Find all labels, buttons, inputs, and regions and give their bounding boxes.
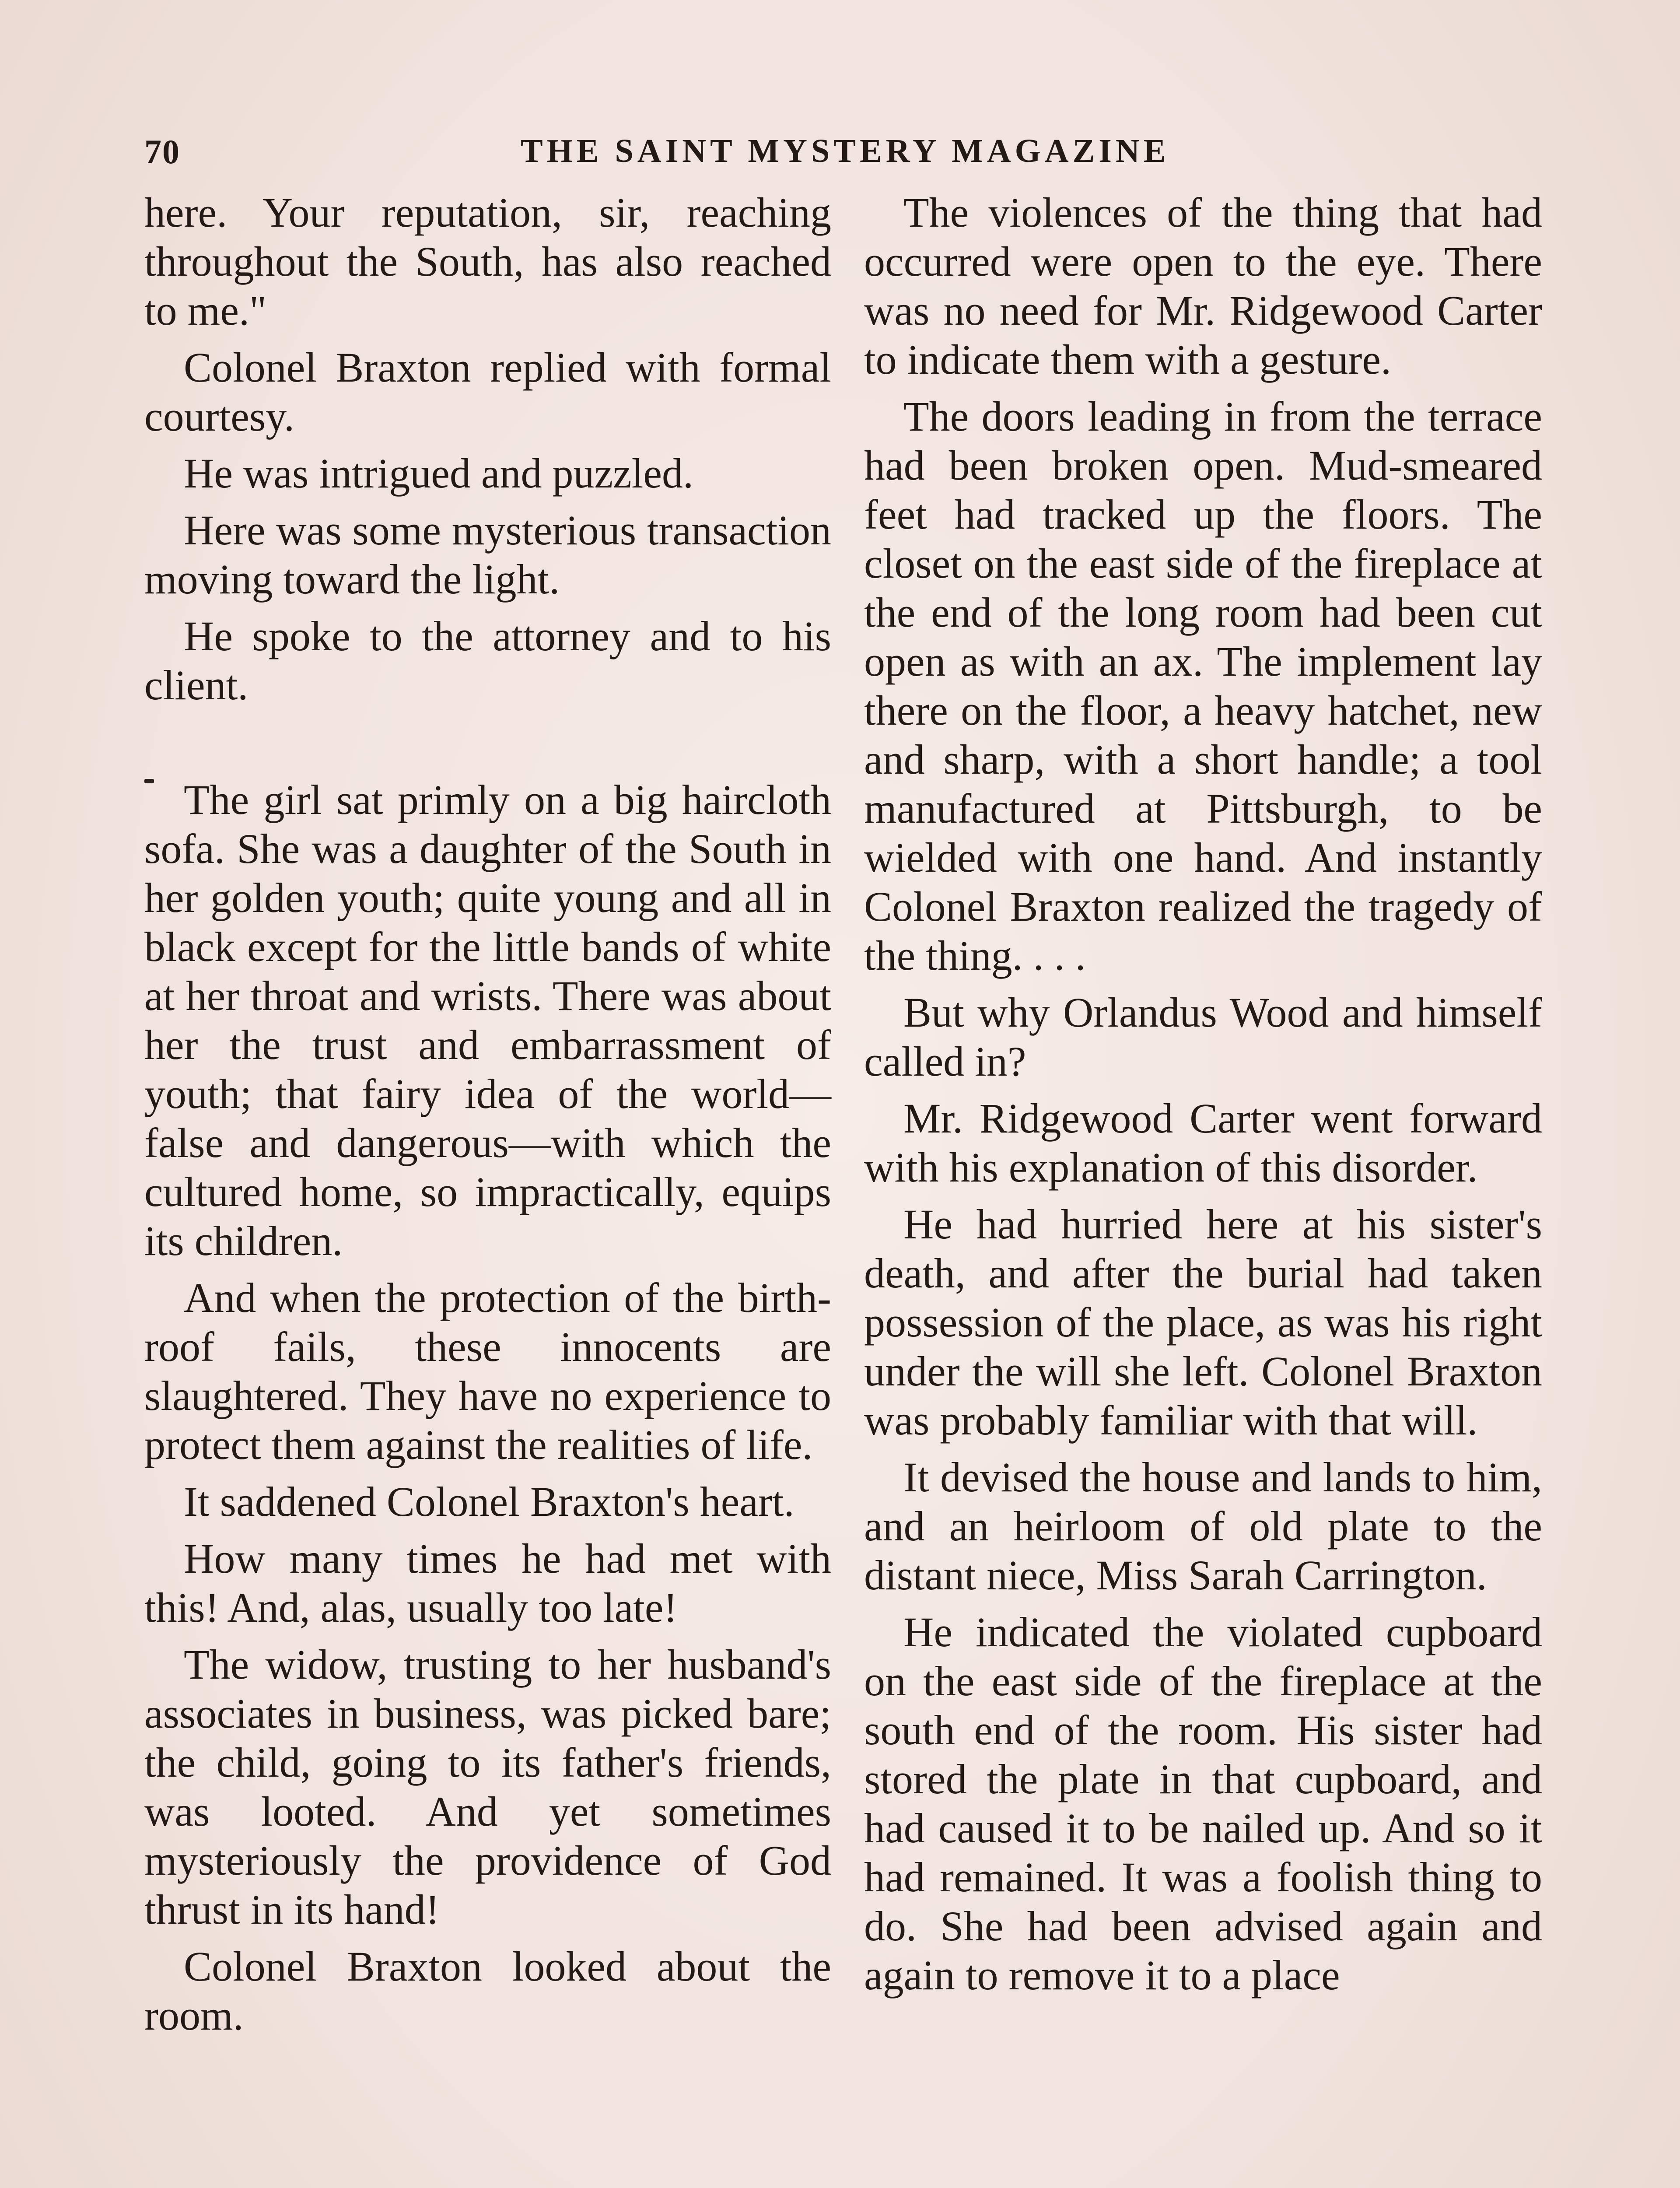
paragraph: But why Orlandus Wood and himself called in? — [864, 989, 1542, 1085]
paragraph: Mr. Ridgewood Carter went forward with his explanation of this disorder. — [864, 1095, 1542, 1191]
paragraph: Here was some mysterious transaction moving toward the light. — [144, 507, 831, 603]
paragraph: It devised the house and lands to him, and an heirloom of old plate to the distant niece, Miss Sarah Carrington. — [864, 1454, 1542, 1599]
paragraph: The widow, trusting to her husband's associates in business, was picked bare; the child, going to its father's friends, was looted. And yet sometimes mysteriously the providence of God thrust in its hand! — [144, 1641, 831, 1933]
paragraph: How many times he had met with this! And, alas, usually too late! — [144, 1535, 831, 1631]
paragraph: He had hurried here at his sister's death, and after the burial had taken possession of the place, as was his right under the will she left. Colonel Braxton was probably familiar with that will. — [864, 1201, 1542, 1444]
paragraph: The violences of the thing that had occurred were open to the eye. There was no need for Mr. Ridgewood Carter to indicate them with a gesture. — [864, 189, 1542, 383]
page-number: 70 — [144, 133, 180, 171]
paragraph: The doors leading in from the terrace had been broken open. Mud-smeared feet had tracked up the floors. The closet on the east side of the fireplace at the end of the long room had been cut open as with an ax. The implement lay there on the floor, a heavy hatchet, new and sharp, with a short handle; a tool manufactured at Pittsburgh, to be wielded with one hand. And instantly Colonel Braxton realized the tragedy of the thing. . . . — [864, 393, 1542, 979]
paragraph: He indicated the violated cupboard on the east side of the fireplace at the south end of the room. His sister had stored the plate in that cupboard, and had caused it to be nailed up. And so it had remained. It was a foolish thing to do. She had been advised again and again to remove it to a place — [864, 1609, 1542, 1999]
paragraph: here. Your reputation, sir, reaching throughout the South, has also reached to me." — [144, 189, 831, 334]
running-head — [144, 127, 1544, 179]
paragraph: The girl sat primly on a big haircloth sofa. She was a daughter of the South in her golden youth; quite young and all in black except for the little bands of white at her throat and wrists. There was about her the trust and embarrassment of youth; that fairy idea of the world—false and dangerous—with which the cultured home, so impractically, equips its children. — [144, 776, 831, 1264]
paragraph: Colonel Braxton looked about the room. — [144, 1943, 831, 2039]
paragraph: He was intrigued and puzzled. — [184, 450, 693, 497]
paragraph: And when the protection of the birth-roof fails, these innocents are slaughtered. They have no experience to protect them against the realities of life. — [144, 1274, 831, 1468]
section-break-mark — [144, 779, 154, 783]
left-column — [144, 188, 831, 2048]
paragraph: It saddened Colonel Braxton's heart. — [184, 1478, 794, 1525]
paragraph: He spoke to the attorney and to his client. — [144, 613, 831, 708]
right-column — [864, 188, 1542, 2008]
magazine-title: THE SAINT MYSTERY MAGAZINE — [521, 133, 1170, 169]
paragraph: Colonel Braxton replied with formal courtesy. — [144, 344, 831, 440]
